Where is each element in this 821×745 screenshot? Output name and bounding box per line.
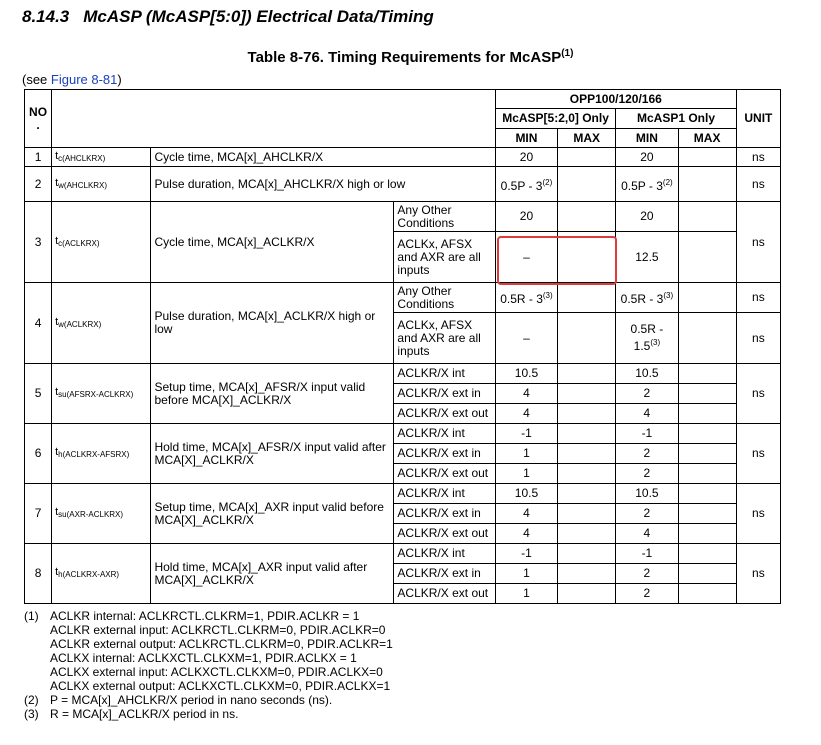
min-value — [616, 384, 678, 404]
footnotes — [24, 609, 393, 721]
row-number: 1 — [25, 148, 52, 167]
symbol-base: t — [55, 446, 59, 458]
min-text: 10.5 — [635, 366, 659, 380]
see-suffix: ) — [117, 72, 122, 87]
section-heading — [22, 7, 434, 27]
max-value — [558, 444, 616, 464]
table-row — [25, 544, 781, 564]
max-value — [678, 384, 736, 404]
header-group-1: McASP[5:2,0] Only — [495, 109, 615, 129]
min-value — [616, 404, 678, 424]
symbol-subscript: w(ACLKRX) — [58, 319, 102, 329]
footnote-line: P = MCA[x]_AHCLKR/X period in nano seconds (ns). — [50, 693, 333, 707]
section-number: 8.14.3 — [22, 7, 70, 26]
footnote-label: (3) — [24, 707, 39, 721]
max-value — [678, 232, 736, 283]
footnote-line: ACLKR external input: ACLKRCTL.CLKRM=0, PDIR.ACLKR=0 — [50, 623, 386, 637]
unit: ns — [736, 313, 780, 364]
min-text: 12.5 — [635, 249, 659, 264]
min-text: 2 — [643, 466, 651, 480]
row-number: 6 — [25, 424, 52, 484]
max-value — [678, 148, 736, 167]
min-text: 1 — [523, 586, 530, 600]
min-value — [495, 283, 557, 313]
min-value — [495, 584, 557, 604]
min-value — [616, 167, 678, 202]
table-row — [25, 148, 781, 167]
unit: ns — [736, 148, 780, 167]
min-text: 4 — [523, 506, 530, 520]
symbol-base: t — [55, 566, 59, 578]
min-text: 20 — [519, 209, 534, 223]
section-title: McASP (McASP[5:0]) Electrical Data/Timing — [83, 7, 434, 26]
min-value — [495, 167, 557, 202]
min-text: 1 — [523, 566, 530, 580]
table-row — [25, 484, 781, 504]
min-text: 10.5 — [514, 366, 539, 380]
min-footnote-ref: (2) — [542, 177, 553, 187]
parameter-symbol — [52, 544, 151, 604]
header-opp: OPP100/120/166 — [495, 90, 736, 109]
min-text: 4 — [523, 386, 530, 400]
condition: ACLKR/X int — [394, 364, 495, 384]
unit: ns — [736, 167, 780, 202]
min-text: 1 — [523, 466, 530, 480]
min-text: 20 — [640, 209, 654, 223]
max-value — [678, 524, 736, 544]
min-text: -1 — [521, 546, 532, 560]
row-number: 2 — [25, 167, 52, 202]
min-value — [616, 504, 678, 524]
min-text: 4 — [643, 406, 651, 420]
min-text: 0.5R - 1.5 — [630, 322, 664, 353]
min-value — [495, 464, 557, 484]
max-value — [558, 504, 616, 524]
unit: ns — [736, 544, 780, 604]
min-value — [616, 283, 678, 313]
table-row — [25, 364, 781, 384]
row-number: 4 — [25, 283, 52, 364]
min-value — [495, 564, 557, 584]
min-value — [616, 584, 678, 604]
table-caption — [0, 48, 821, 66]
parameter-description: Hold time, MCA[x]_AXR input valid after MCA[X]_ACLKR/X — [151, 544, 394, 604]
table-caption-ref: (1) — [561, 48, 574, 59]
min-value — [495, 524, 557, 544]
min-footnote-ref: (3) — [542, 291, 553, 300]
max-value — [558, 384, 616, 404]
max-value — [678, 444, 736, 464]
min-value — [495, 313, 557, 364]
min-text: 4 — [643, 526, 651, 540]
max-value — [558, 202, 616, 232]
max-value — [678, 404, 736, 424]
condition: ACLKR/X ext in — [394, 564, 495, 584]
symbol-base: t — [55, 506, 59, 518]
table-row — [25, 283, 781, 313]
max-value — [558, 148, 616, 167]
footnote — [24, 707, 393, 721]
max-value — [678, 504, 736, 524]
max-value — [558, 524, 616, 544]
header-no-dot: . — [36, 117, 40, 132]
condition: ACLKR/X ext out — [394, 524, 495, 544]
min-text: -1 — [641, 426, 653, 440]
condition: ACLKR/X ext out — [394, 464, 495, 484]
max-value — [678, 564, 736, 584]
header-no-text: NO — [29, 104, 48, 119]
condition: ACLKR/X ext out — [394, 404, 495, 424]
condition: ACLKR/X ext out — [394, 584, 495, 604]
min-text: 2 — [643, 586, 651, 600]
footnote — [24, 693, 393, 707]
max-value — [558, 544, 616, 564]
max-value — [678, 283, 736, 313]
symbol-subscript: c(AHCLKRX) — [58, 153, 106, 163]
min-value — [495, 424, 557, 444]
symbol-subscript: su(AFSRX-ACLKRX) — [58, 390, 134, 399]
min-text: 2 — [643, 386, 651, 400]
min-text: 4 — [523, 406, 530, 420]
parameter-symbol — [52, 202, 151, 283]
min-value — [495, 484, 557, 504]
footnote-label: (2) — [24, 693, 39, 707]
min-text: 1 — [523, 446, 530, 460]
footnote-line: ACLKX external output: ACLKXCTL.CLKXM=0, PDIR.ACLKX=1 — [50, 679, 391, 693]
min-value — [616, 202, 678, 232]
see-figure — [22, 72, 122, 87]
max-value — [558, 564, 616, 584]
condition: ACLKR/X int — [394, 424, 495, 444]
condition: ACLKx, AFSX and AXR are all inputs — [394, 313, 495, 364]
condition: Any Other Conditions — [394, 202, 495, 232]
header-min-2: MIN — [616, 129, 678, 148]
min-value — [616, 148, 678, 167]
symbol-subscript: h(ACLKRX-AXR) — [58, 570, 120, 579]
min-value — [495, 384, 557, 404]
table-row — [25, 167, 781, 202]
min-text: 2 — [643, 566, 651, 580]
footnote-label: (1) — [24, 609, 39, 623]
min-value — [616, 313, 678, 364]
footnote — [24, 609, 393, 693]
footnote-line: ACLKR internal: ACLKRCTL.CLKRM=1, PDIR.ACLKR = 1 — [50, 609, 360, 623]
max-value — [558, 167, 616, 202]
symbol-subscript: su(AXR-ACLKRX) — [58, 510, 124, 519]
max-value — [558, 464, 616, 484]
condition: Any Other Conditions — [394, 283, 495, 313]
footnote-body — [50, 609, 393, 693]
max-value — [678, 544, 736, 564]
max-value — [678, 167, 736, 202]
min-text: 10.5 — [635, 486, 659, 500]
header-no — [25, 90, 52, 148]
min-text: – — [523, 249, 530, 264]
symbol-base: t — [55, 386, 59, 398]
min-value — [495, 544, 557, 564]
min-footnote-ref: (3) — [650, 338, 661, 347]
parameter-symbol — [52, 148, 151, 167]
table-row — [25, 424, 781, 444]
min-text: – — [523, 330, 530, 345]
max-value — [558, 584, 616, 604]
min-text: 4 — [523, 526, 530, 540]
max-value — [678, 484, 736, 504]
highlight-box — [497, 236, 617, 285]
max-value — [678, 202, 736, 232]
parameter-description: Setup time, MCA[x]_AXR input valid before MCA[X]_ACLKR/X — [151, 484, 394, 544]
table-caption-text: Table 8-76. Timing Requirements for McASP — [247, 49, 562, 66]
parameter-description: Setup time, MCA[x]_AFSR/X input valid before MCA[X]_ACLKR/X — [151, 364, 394, 424]
parameter-symbol — [52, 283, 151, 364]
condition: ACLKx, AFSX and AXR are all inputs — [394, 232, 495, 283]
row-number: 7 — [25, 484, 52, 544]
header-min-1: MIN — [495, 129, 557, 148]
footnote-body — [50, 707, 238, 721]
unit: ns — [736, 484, 780, 544]
parameter-description: Pulse duration, MCA[x]_ACLKR/X high or low — [151, 283, 394, 364]
min-text: -1 — [641, 546, 653, 560]
max-value — [678, 464, 736, 484]
min-text: 20 — [519, 149, 534, 164]
min-value — [616, 364, 678, 384]
parameter-description: Pulse duration, MCA[x]_AHCLKR/X high or low — [151, 167, 495, 202]
header-group-2: McASP1 Only — [616, 109, 736, 129]
footnote-line: ACLKX internal: ACLKXCTL.CLKXM=1, PDIR.ACLKX = 1 — [50, 651, 357, 665]
header-blank — [52, 90, 496, 148]
max-value — [678, 313, 736, 364]
symbol-subscript: c(ACLKRX) — [58, 238, 100, 248]
max-value — [558, 283, 616, 313]
min-text: 2 — [643, 506, 651, 520]
min-value — [616, 524, 678, 544]
max-value — [558, 424, 616, 444]
min-value — [495, 148, 557, 167]
min-value — [495, 444, 557, 464]
min-value — [616, 484, 678, 504]
condition: ACLKR/X ext in — [394, 444, 495, 464]
parameter-description: Hold time, MCA[x]_AFSR/X input valid after MCA[X]_ACLKR/X — [151, 424, 394, 484]
max-value — [558, 364, 616, 384]
symbol-base: t — [55, 149, 59, 162]
min-text: 0.5R - 3 — [620, 292, 664, 306]
footnote-line: R = MCA[x]_ACLKR/X period in ns. — [50, 707, 239, 721]
max-value — [678, 584, 736, 604]
min-text: 0.5P - 3 — [500, 178, 543, 193]
min-text: 0.5P - 3 — [621, 178, 663, 193]
unit: ns — [736, 283, 780, 313]
symbol-base: t — [55, 315, 59, 328]
parameter-description: Cycle time, MCA[x]_ACLKR/X — [151, 202, 394, 283]
unit: ns — [736, 424, 780, 484]
timing-table — [24, 89, 781, 604]
min-value — [616, 232, 678, 283]
symbol-base: t — [55, 234, 59, 247]
max-value — [678, 424, 736, 444]
min-text: 2 — [643, 446, 651, 460]
min-value — [616, 564, 678, 584]
parameter-description: Cycle time, MCA[x]_AHCLKR/X — [151, 148, 495, 167]
max-value — [558, 484, 616, 504]
max-value — [558, 404, 616, 424]
min-value — [616, 444, 678, 464]
header-max-1: MAX — [558, 129, 616, 148]
min-footnote-ref: (2) — [662, 177, 673, 187]
table-row — [25, 202, 781, 232]
header-max-2: MAX — [678, 129, 736, 148]
parameter-symbol — [52, 484, 151, 544]
footnote-body — [50, 693, 332, 707]
row-number: 8 — [25, 544, 52, 604]
max-value — [558, 313, 616, 364]
min-value — [495, 504, 557, 524]
footnote-line: ACLKR external output: ACLKRCTL.CLKRM=0, PDIR.ACLKR=1 — [50, 637, 393, 651]
min-text: -1 — [521, 426, 532, 440]
condition: ACLKR/X ext in — [394, 384, 495, 404]
parameter-symbol — [52, 167, 151, 202]
min-value — [495, 364, 557, 384]
parameter-symbol — [52, 424, 151, 484]
unit: ns — [736, 202, 780, 283]
symbol-subscript: w(AHCLKRX) — [58, 180, 108, 190]
condition: ACLKR/X int — [394, 544, 495, 564]
figure-link[interactable]: Figure 8-81 — [50, 72, 118, 87]
row-number: 5 — [25, 364, 52, 424]
header-unit: UNIT — [736, 90, 780, 148]
min-value — [616, 464, 678, 484]
min-footnote-ref: (3) — [663, 291, 674, 300]
footnote-line: ACLKX external input: ACLKXCTL.CLKXM=0, PDIR.ACLKX=0 — [50, 665, 383, 679]
min-text: 0.5R - 3 — [500, 292, 543, 306]
unit: ns — [736, 364, 780, 424]
min-value — [495, 404, 557, 424]
row-number: 3 — [25, 202, 52, 283]
condition: ACLKR/X ext in — [394, 504, 495, 524]
min-text: 20 — [640, 149, 654, 164]
min-text: 10.5 — [514, 486, 539, 500]
min-value — [616, 424, 678, 444]
parameter-symbol — [52, 364, 151, 424]
see-prefix: (see — [22, 72, 51, 87]
min-value — [495, 202, 557, 232]
symbol-subscript: h(ACLKRX-AFSRX) — [58, 450, 130, 459]
symbol-base: t — [55, 176, 59, 189]
min-value — [616, 544, 678, 564]
condition: ACLKR/X int — [394, 484, 495, 504]
max-value — [678, 364, 736, 384]
